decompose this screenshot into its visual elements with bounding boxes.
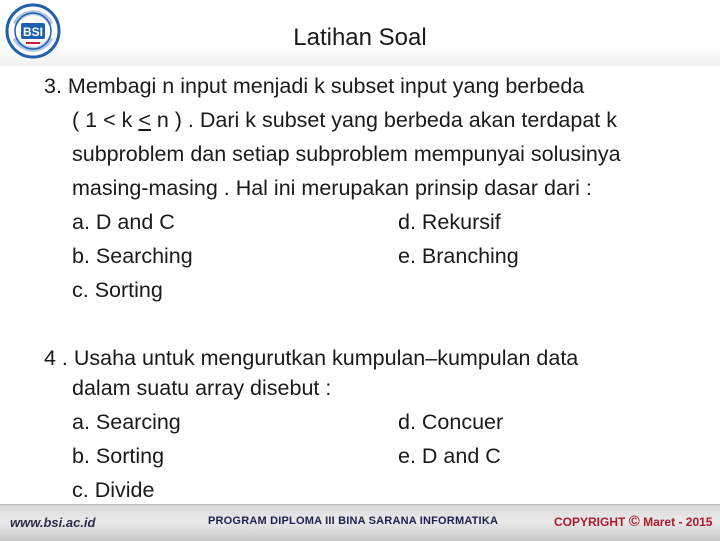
svg-text:BSI: BSI (22, 25, 44, 39)
question-3-line-1: 3. Membagi n input menjadi k subset input yang berbeda (44, 74, 585, 98)
slide-title: Latihan Soal (293, 24, 427, 51)
question-4-option-d: d. Concuer (398, 410, 504, 434)
question-4-line-1: 4 . Usaha untuk mengurutkan kumpulan–kumpulan data (44, 346, 579, 370)
footer-website: www.bsi.ac.id (10, 515, 96, 530)
less-equal-symbol: < (138, 108, 151, 132)
question-3-line-2 (72, 107, 617, 133)
question-4-option-a: a. Searcing (72, 410, 181, 434)
question-3-line-4: masing-masing . Hal ini merupakan prinsip dasar dari : (72, 176, 592, 200)
footer-program-name: PROGRAM DIPLOMA III BINA SARANA INFORMATIKA (208, 515, 499, 527)
copyright-label: COPYRIGHT (554, 515, 626, 529)
copyright-icon: © (628, 513, 640, 530)
copyright-date: Maret - 2015 (643, 515, 713, 529)
footer-copyright (554, 513, 712, 530)
question-4-line-2: dalam suatu array disebut : (72, 376, 332, 400)
question-3-option-b: b. Searching (72, 244, 193, 268)
question-3-option-a: a. D and C (72, 210, 175, 234)
question-3-line-2-start: ( 1 < k (72, 108, 139, 132)
question-4-option-b: b. Sorting (72, 444, 165, 468)
footer-bar (0, 504, 720, 541)
question-3-option-c: c. Sorting (72, 278, 163, 302)
question-3-option-d: d. Rekursif (398, 210, 501, 234)
question-4-option-e: e. D and C (398, 444, 501, 468)
question-3-option-e: e. Branching (398, 244, 519, 268)
question-4-option-c: c. Divide (72, 478, 155, 502)
question-3-line-3: subproblem dan setiap subproblem mempunyai solusinya (72, 142, 621, 166)
question-3-line-2-end: n ) . Dari k subset yang berbeda akan terdapat k (150, 108, 617, 132)
